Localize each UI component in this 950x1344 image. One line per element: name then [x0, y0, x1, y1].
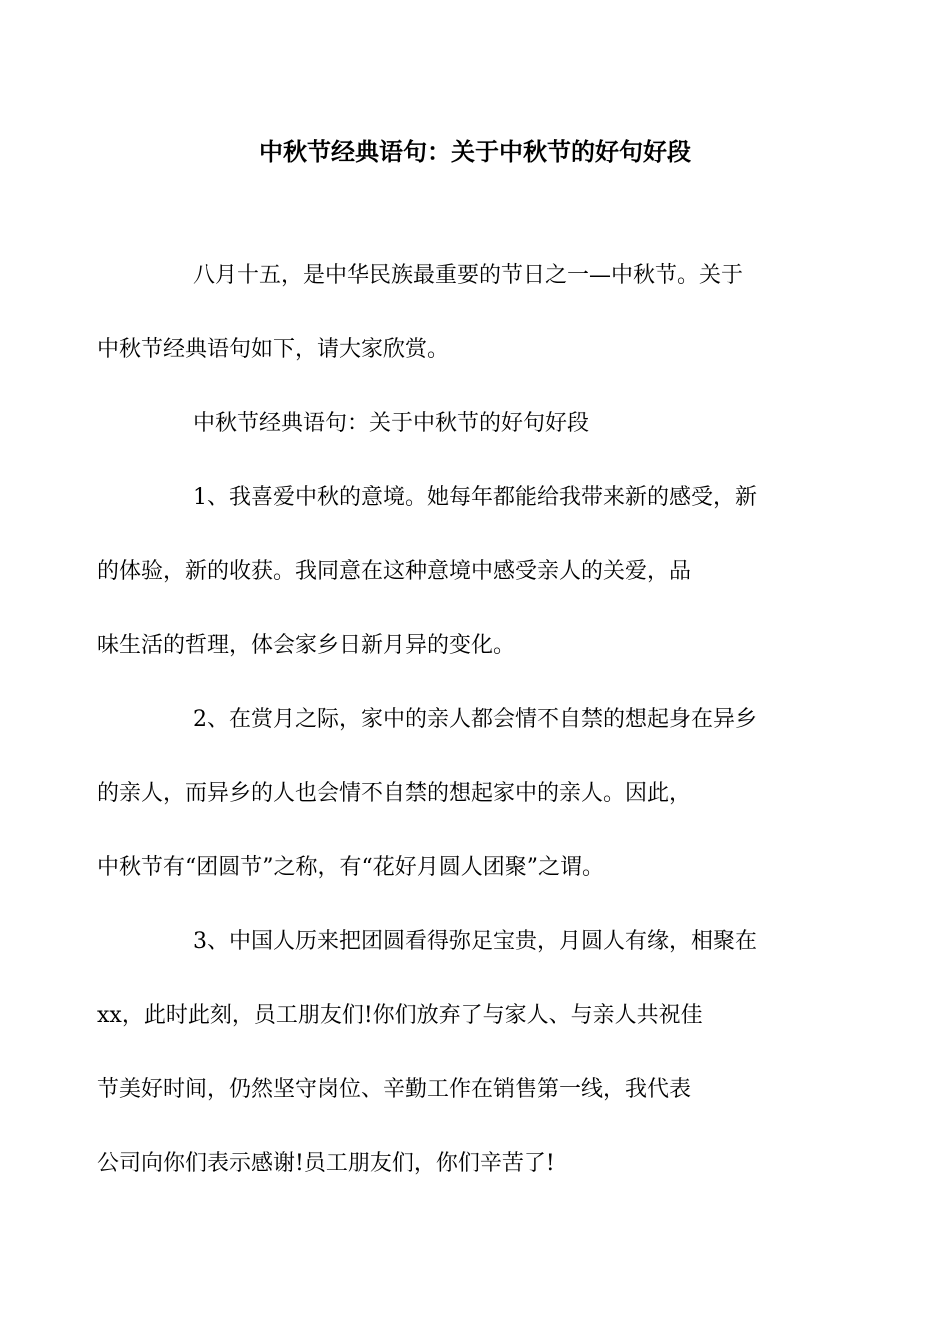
text-line: 中秋节有“团圆节”之称，有“花好月圆人团聚”之谓。 — [97, 855, 604, 880]
paragraph-item-2 — [97, 700, 807, 888]
text-line: 公司向你们表示感谢!员工朋友们，你们辛苦了! — [97, 1151, 555, 1176]
text-line: 1、我喜爱中秋的意境。她每年都能给我带来新的感受，新 — [193, 485, 757, 510]
document-body — [97, 256, 807, 1218]
text-line: 节美好时间，仍然坚守岗位、辛勤工作在销售第一线，我代表 — [97, 1077, 692, 1102]
text-line: 中秋节经典语句：关于中秋节的好句好段 — [193, 411, 590, 436]
text-line: 中秋节经典语句如下，请大家欣赏。 — [97, 337, 450, 362]
text-line: 味生活的哲理，体会家乡日新月异的变化。 — [97, 633, 516, 658]
document-title: 中秋节经典语句：关于中秋节的好句好段 — [259, 138, 691, 166]
paragraph-item-1 — [97, 478, 807, 666]
paragraph-item-3 — [97, 922, 807, 1184]
text-line: 的亲人，而异乡的人也会情不自禁的想起家中的亲人。因此， — [97, 781, 692, 806]
paragraph-intro — [97, 256, 807, 370]
text-line: xx，此时此刻，员工朋友们!你们放弃了与家人、与亲人共祝佳 — [97, 1003, 703, 1028]
paragraph-subtitle — [145, 404, 807, 444]
text-line: 的体验，新的收获。我同意在这种意境中感受亲人的关爱，品 — [97, 559, 692, 584]
text-line: 八月十五，是中华民族最重要的节日之一—中秋节。关于 — [193, 263, 744, 288]
text-line: 2、在赏月之际，家中的亲人都会情不自禁的想起身在异乡 — [193, 707, 757, 732]
text-line: 3、中国人历来把团圆看得弥足宝贵，月圆人有缘，相聚在 — [193, 929, 757, 954]
